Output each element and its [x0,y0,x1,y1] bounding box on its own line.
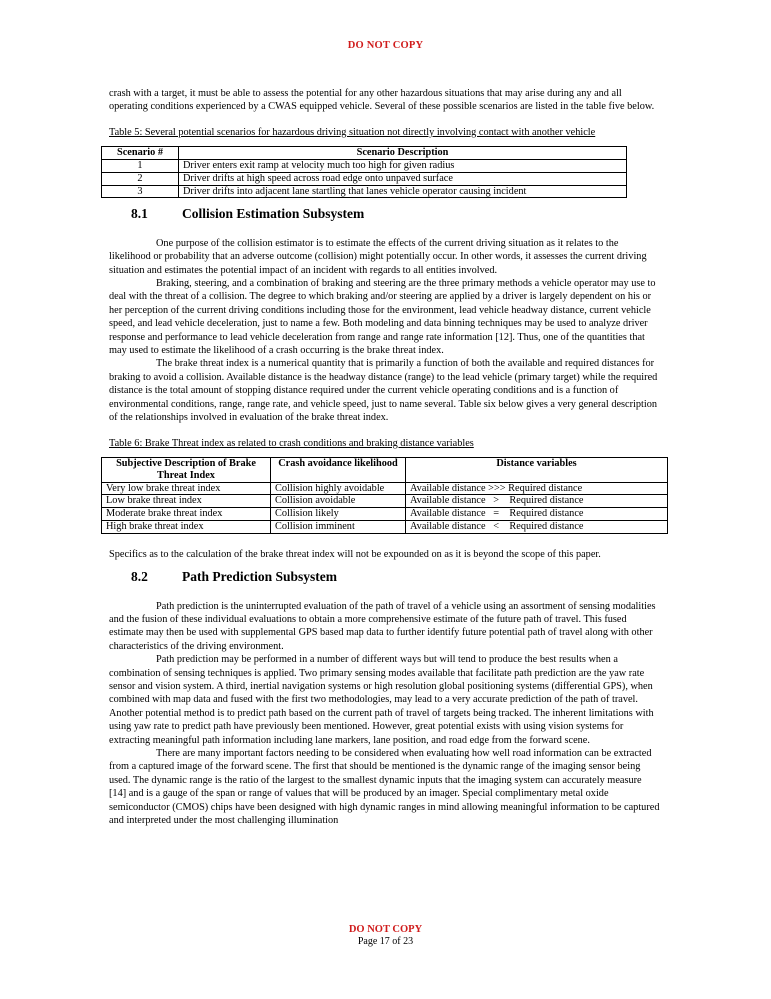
table5-cell-description: Driver drifts into adjacent lane startling that lanes vehicle operator causing incident [179,185,627,198]
page-number: Page 17 of 23 [357,936,414,947]
section-8-2-title: Path Prediction Subsystem [182,569,338,585]
table6-cell-likelihood: Collision likely [271,508,406,521]
table-row [102,185,627,198]
table6-cell-subjective: Very low brake threat index [102,482,271,495]
section-8-2-paragraph: There are many important factors needing to be considered when evaluating how well road information can be extracted from a captured image of the forward scene. The first that should be mentioned is the dynamic range of the imaging sensor being used. The dynamic range is the ratio of the largest to the smallest dynamic inputs that the imaging system can accurately measure [14] and is a gauge of the span or range of values that will be produced by an imager. Special complimentary metal oxide semiconductor (CMOS) chips have been designed with high dynamic ranges in mind allowing meaningful information to be captured and interpreted under the most challenging illumination [109,747,660,826]
table6-header-distance: Distance variables [406,457,668,482]
intro-paragraph: crash with a target, it must be able to assess the potential for any other hazardous situations that may arise during any and all operating conditions experienced by a CWAS equipped vehicle. Several of these possible scenarios are listed in the table five below. [109,88,655,113]
table6-cell-subjective: Moderate brake threat index [102,508,271,521]
table6-header-subjective: Subjective Description of Brake Threat Index [102,457,271,482]
section-8-2-number: 8.2 [131,569,148,585]
section-8-1-paragraph: The brake threat index is a numerical quantity that is primarily a function of both the available and required distances for braking to avoid a collision. Available distance is the headway distance (range) to the lead vehicle (primary target) while the required distance is the total amount of stopping distance required under the current vehicle operating conditions and is a function of environmental conditions, range, range rate, and vehicle speed, just to name several. Table six below gives a very general description of the relationships involved in evaluation of the brake threat index. [109,358,658,424]
section-8-1-number: 8.1 [131,206,148,222]
table-row [102,172,627,185]
table-row [102,520,668,533]
table6-cell-subjective: Low brake threat index [102,495,271,508]
table5-header-description: Scenario Description [179,147,627,160]
table5-cell-description: Driver enters exit ramp at velocity much too high for given radius [179,160,627,173]
table6-header-row [102,457,668,482]
table6-cell-likelihood: Collision imminent [271,520,406,533]
table-row [102,482,668,495]
table6-header-likelihood: Crash avoidance likelihood [271,457,406,482]
table6-cell-subjective: High brake threat index [102,520,271,533]
table-row [102,508,668,521]
table5 [101,146,627,198]
table5-cell-description: Driver drifts at high speed across road edge onto unpaved surface [179,172,627,185]
specifics-paragraph: Specifics as to the calculation of the brake threat index will not be expounded on as it is beyond the scope of this paper. [109,548,601,560]
table5-cell-number: 3 [102,185,179,198]
section-8-2-heading [109,570,660,583]
table-row [102,160,627,173]
section-8-1-paragraph: One purpose of the collision estimator is to estimate the effects of the current driving situation as it relates to the likelihood or probability that an adverse outcome (collision) might potentially occur. In other words, it assesses the current driving situation and estimates the potential impact of an incident with regards to all entities involved. [109,237,647,276]
table5-cell-number: 1 [102,160,179,173]
table5-header-row [102,147,627,160]
section-8-1-paragraph: Braking, steering, and a combination of braking and steering are the three primary methods a vehicle operator may use to deal with the threat of a collision. The degree to which braking and/or steering are applied by a driver is largely dependent on his or her perception of the current driving conditions including those for the environment, lead vehicle headway distance, current vehicle speed, and lead vehicle deceleration, just to name a few. Both modeling and data binning techniques may be used to analyze driver response and performance to lead vehicle deceleration from range and range rate information [12]. Thus, one of the quantities that may used to estimate the likelihood of a crash occurring is the brake threat index. [109,278,656,357]
footer-do-not-copy: DO NOT COPY [348,924,423,935]
table6 [101,457,668,534]
table6-cell-likelihood: Collision avoidable [271,495,406,508]
footer [0,924,771,947]
section-8-1-title: Collision Estimation Subsystem [182,206,365,222]
table6-caption: Table 6: Brake Threat index as related to crash conditions and braking distance variables [109,437,474,449]
section-8-1-heading [109,207,660,220]
table6-cell-likelihood: Collision highly avoidable [271,482,406,495]
table6-cell-distance: Available distance > Required distance [406,495,668,508]
table6-cell-distance: Available distance < Required distance [406,520,668,533]
section-8-2-paragraph: Path prediction may be performed in a number of different ways but will tend to produce the best results when a combination of sensing techniques is applied. Two primary sensing modes available that facilitate path prediction are the yaw rate sensor and vision system. A third, inertial navigation systems or high resolution global positioning systems (differential GPS), when combined with map data and fused with the first two methodologies, may lead to a very accurate prediction of the path of travel. Another potential method is to predict path based on the current path of travel of targets being tracked. The inherent limitations with using yaw rate to predict path have previously been mentioned. However, great potential exists with using vision systems for extracting meaningful path information including lane markers, lane position, and road edge from the forward scene. [109,654,654,746]
table5-cell-number: 2 [102,172,179,185]
table-row [102,495,668,508]
table6-cell-distance: Available distance = Required distance [406,508,668,521]
section-8-2-paragraph: Path prediction is the uninterrupted evaluation of the path of travel of a vehicle using an assortment of sensing modalities and the fusion of these individual evaluations to obtain a more comprehensive estimate of the future path of travel. This fused estimate may then be used with supplemental GPS based map data to further identify future potential path of travel along with other characteristics of the driving environment. [109,600,656,652]
table6-cell-distance: Available distance >>> Required distance [406,482,668,495]
header-do-not-copy: DO NOT COPY [347,40,424,51]
table5-caption: Table 5: Several potential scenarios for hazardous driving situation not directly involving contact with another vehicle [109,126,596,138]
table5-header-scenario: Scenario # [102,147,179,160]
page-content [106,87,660,827]
